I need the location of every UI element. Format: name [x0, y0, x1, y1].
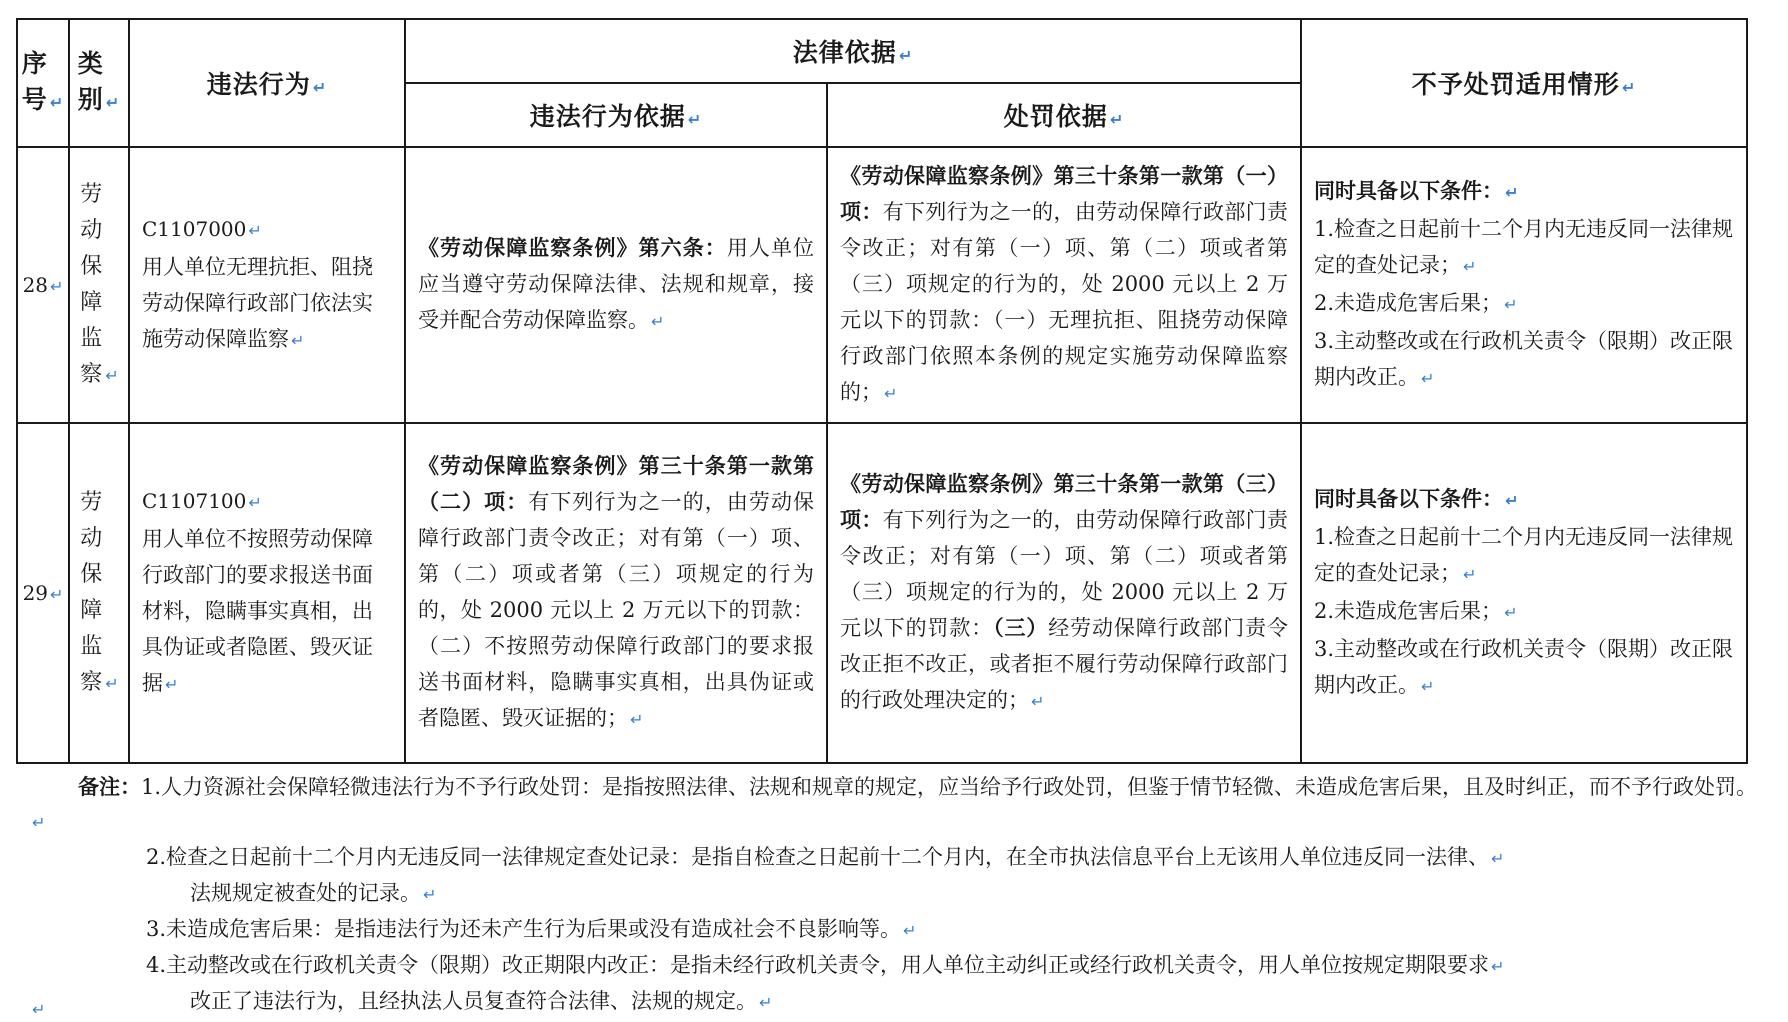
- row-penalty-basis: 《劳动保障监察条例》第三十条第一款第（三）项：有下列行为之一的，由劳动保障行政部门责令改正；对有第（一）项、第（二）项或者第（三）项规定的行为的，处 2000 元以上 2 万元以下的罚款：（三）经劳动保障行政部门责令改正拒不改正，或者拒不履行劳动保障行政部门的行政处理决定的； ↵: [827, 423, 1301, 763]
- row-category: 劳动保障监察 ↵: [69, 423, 129, 763]
- header-no-penalty: 不予处罚适用情形 ↵: [1301, 19, 1747, 147]
- penalty-table: [16, 18, 1748, 764]
- note-item-3: 3.未造成危害后果：是指违法行为还未产生行为后果或没有造成社会不良影响等。 ↵: [146, 917, 917, 941]
- notes-section: [30, 770, 1760, 1020]
- header-seq: 序号 ↵: [17, 19, 69, 147]
- table-row: [17, 147, 1747, 423]
- table-row: [17, 423, 1747, 763]
- header-violation-basis: 违法行为依据 ↵: [405, 83, 827, 147]
- row-category: 劳动保障监察 ↵: [69, 147, 129, 423]
- row-violation-basis: 《劳动保障监察条例》第三十条第一款第（二）项：有下列行为之一的，由劳动保障行政部门责令改正；对有第（一）项、第（二）项或者第（三）项规定的行为的，处 2000 元以上 2 万元以下的罚款：（二）不按照劳动保障行政部门的要求报送书面材料，隐瞒事实真相，出具伪证或者隐匿、毁灭证据的； ↵: [405, 423, 827, 763]
- row-number: 29 ↵: [17, 423, 69, 763]
- row-conditions: 同时具备以下条件： ↵ 1.检查之日起前十二个月内无违反同一法律规定的查处记录； ↵ 2.未造成危害后果； ↵ 3.主动整改或在行政机关责令（限期）改正限期内改正。 ↵: [1301, 147, 1747, 423]
- header-penalty-basis: 处罚依据 ↵: [827, 83, 1301, 147]
- header-violation: 违法行为 ↵: [129, 19, 405, 147]
- row-violation: C1107000 ↵ 用人单位无理抗拒、阻挠劳动保障行政部门依法实施劳动保障监察 ↵: [129, 147, 405, 423]
- header-legal-basis: 法律依据 ↵: [405, 19, 1301, 83]
- note-item-2: 2.检查之日起前十二个月内无违反同一法律规定查处记录：是指自检查之日起前十二个月内，在全市执法信息平台上无该用人单位违反同一法律、 ↵ 法规规定被查处的记录。 ↵: [146, 845, 1505, 905]
- paragraph-mark-icon: ↵: [32, 1000, 46, 1019]
- row-number: 28 ↵: [17, 147, 69, 423]
- row-violation-basis: 《劳动保障监察条例》第六条：用人单位应当遵守劳动保障法律、法规和规章，接受并配合劳动保障监察。 ↵: [405, 147, 827, 423]
- header-category: 类别 ↵: [69, 19, 129, 147]
- note-item-1: 备注：1.人力资源社会保障轻微违法行为不予行政处罚：是指按照法律、法规和规章的规定，应当给予行政处罚，但鉴于情节轻微、未造成危害后果，且及时纠正，而不予行政处罚。↵: [32, 775, 1758, 832]
- row-conditions: 同时具备以下条件： ↵ 1.检查之日起前十二个月内无违反同一法律规定的查处记录； ↵ 2.未造成危害后果； ↵ 3.主动整改或在行政机关责令（限期）改正限期内改正。 ↵: [1301, 423, 1747, 763]
- row-violation: C1107100 ↵ 用人单位不按照劳动保障行政部门的要求报送书面材料，隐瞒事实真相，出具伪证或者隐匿、毁灭证据 ↵: [129, 423, 405, 763]
- row-penalty-basis: 《劳动保障监察条例》第三十条第一款第（一）项：有下列行为之一的，由劳动保障行政部门责令改正；对有第（一）项、第（二）项或者第（三）项规定的行为的，处 2000 元以上 2 万元以下的罚款：（一）无理抗拒、阻挠劳动保障行政部门依照本条例的规定实施劳动保障监察的； ↵: [827, 147, 1301, 423]
- note-item-4: 4.主动整改或在行政机关责令（限期）改正期限内改正：是指未经行政机关责令，用人单位主动纠正或经行政机关责令，用人单位按规定期限要求 ↵ 改正了违法行为，且经执法人员复查符合法律、法规的规定。 ↵: [146, 953, 1505, 1013]
